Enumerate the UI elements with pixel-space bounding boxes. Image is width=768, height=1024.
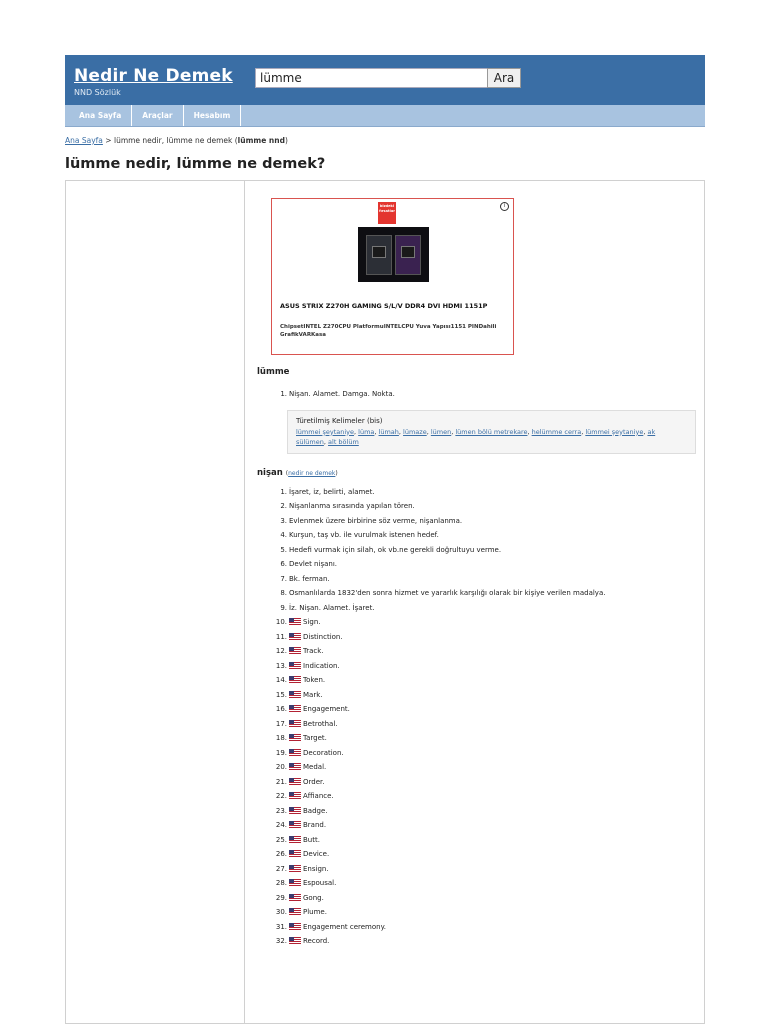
list-number: 32.: [275, 937, 287, 945]
list-number: 16.: [275, 705, 287, 713]
derived-word-link[interactable]: lümmei şeytaniye: [296, 427, 354, 436]
definition-text: Sign.: [257, 615, 697, 630]
us-flag-icon: [289, 923, 301, 930]
list-item: [257, 688, 697, 703]
definition-text: Plume.: [257, 905, 697, 920]
list-item: [257, 543, 697, 558]
us-flag-icon: [289, 821, 301, 828]
list-item: [257, 905, 697, 920]
breadcrumb: Ana Sayfa > lümme nedir, lümme ne demek (lümme nnd): [65, 136, 288, 145]
word-nisan: nişan: [257, 467, 283, 478]
list-number: 24.: [275, 821, 287, 829]
ad-title: ASUS STRIX Z270H GAMING S/L/V DDR4 DVI HDMI 1151P: [280, 302, 488, 310]
list-number: 2.: [280, 502, 287, 510]
motherboard-box-image: [395, 235, 421, 275]
us-flag-icon: [289, 778, 301, 785]
definition-text: Espousal.: [257, 876, 697, 891]
list-number: 20.: [275, 763, 287, 771]
definition-text: Engagement ceremony.: [257, 920, 697, 935]
list-item: [257, 644, 697, 659]
definition-text: Evlenmek üzere birbirine söz verme, nişanlanma.: [289, 516, 463, 525]
list-number: 11.: [275, 632, 287, 641]
list-number: 15.: [275, 690, 287, 699]
content-box: [65, 180, 705, 1024]
list-number: 17.: [275, 719, 287, 728]
list-number: 7.: [280, 574, 287, 583]
list-item: [257, 586, 697, 601]
definition-text: Devlet nişanı.: [289, 560, 337, 568]
nav-item-home[interactable]: Ana Sayfa: [65, 105, 132, 126]
page-title: lümme nedir, lümme ne demek?: [65, 156, 326, 172]
list-item: [257, 934, 697, 949]
list-number: 18.: [275, 734, 287, 742]
definition-text: Ensign.: [257, 862, 697, 877]
nav-item-tools[interactable]: Araçlar: [132, 105, 183, 126]
derived-words-title: Türetilmiş Kelimeler (bis): [296, 416, 383, 425]
list-item: [257, 789, 697, 804]
us-flag-icon: [289, 705, 301, 712]
list-number: 29.: [275, 893, 287, 902]
list-item: [257, 514, 697, 529]
us-flag-icon: [289, 807, 301, 814]
list-number: 8.: [280, 589, 287, 597]
us-flag-icon: [289, 633, 301, 640]
definition-text: Butt.: [257, 833, 697, 848]
list-number: 12.: [275, 647, 287, 655]
list-number: 10.: [275, 618, 287, 626]
list-item: [257, 485, 697, 500]
list-number: 14.: [275, 676, 287, 684]
definition-text: Affiance.: [257, 789, 697, 804]
ad-banner[interactable]: [271, 198, 514, 355]
definition-text: Distinction.: [257, 630, 697, 645]
definition-text: Decoration.: [257, 746, 697, 761]
list-item: [257, 731, 697, 746]
definition-text: İşaret, iz, belirti, alamet.: [289, 487, 375, 496]
motherboard-image: [366, 235, 392, 275]
search-input[interactable]: [255, 68, 489, 88]
info-icon[interactable]: i: [500, 202, 509, 211]
word-heading-nisan: nişan (nedir ne demek): [257, 467, 338, 478]
derived-word-link[interactable]: helümme cerra: [531, 427, 582, 436]
definition-text: İz. Nişan. Alamet. İşaret.: [289, 603, 375, 612]
list-item: [257, 920, 697, 935]
definition-text: Hedefi vurmak için silah, ok vb.ne gerekli doğrultuyu verme.: [289, 545, 502, 554]
ad-description: ChipsetINTEL Z270CPU PlatformuINTELCPU Yuva Yapısı1151 PINDahili GrafikVARKasa: [280, 324, 497, 338]
list-item: [257, 673, 697, 688]
definition-text: Target.: [257, 731, 697, 746]
definition-text: Osmanlılarda 1832'den sonra hizmet ve yararlık karşılığı olarak bir kişiye verilen madalya.: [289, 589, 606, 597]
us-flag-icon: [289, 763, 301, 770]
definition-text: Gong.: [257, 891, 697, 906]
derived-word-link[interactable]: lümmei şeytaniye: [585, 427, 644, 436]
us-flag-icon: [289, 720, 301, 727]
us-flag-icon: [289, 836, 301, 843]
definition-text: Mark.: [257, 688, 697, 703]
site-header: [65, 55, 705, 105]
breadcrumb-separator: >: [105, 136, 112, 145]
list-item: [257, 702, 697, 717]
list-item: [257, 746, 697, 761]
list-number: 6.: [280, 560, 287, 568]
breadcrumb-home-link[interactable]: Ana Sayfa: [65, 136, 103, 145]
derived-word-link[interactable]: lüma: [358, 427, 375, 436]
derived-words-box: [287, 410, 696, 454]
main-nav: [65, 105, 705, 127]
definition-text: Badge.: [257, 804, 697, 819]
list-item: [257, 891, 697, 906]
definition-text: Kurşun, taş vb. ile vurulmak istenen hedef.: [289, 531, 439, 539]
definition-text: Nişan. Alamet. Damga. Nokta.: [289, 390, 395, 398]
sidebar-divider: [244, 181, 245, 1023]
derived-word-link[interactable]: lümaze: [403, 427, 427, 436]
list-item: [257, 499, 697, 514]
nisan-definition-list: [257, 485, 697, 949]
us-flag-icon: [289, 647, 301, 654]
list-number: 1.: [280, 487, 287, 496]
definition-text: Device.: [257, 847, 697, 862]
list-number: 28.: [275, 879, 287, 887]
us-flag-icon: [289, 879, 301, 886]
list-item: [257, 876, 697, 891]
list-item: [257, 760, 697, 775]
list-number: 31.: [275, 922, 287, 931]
list-item: [257, 833, 697, 848]
us-flag-icon: [289, 894, 301, 901]
derived-word-link[interactable]: lümen bölü metrekare: [455, 427, 528, 436]
derived-word-link[interactable]: lümah: [378, 427, 399, 436]
list-number: 19.: [275, 748, 287, 757]
list-item: [257, 601, 697, 616]
definition-text: Token.: [257, 673, 697, 688]
list-item: [257, 847, 697, 862]
ad-product-image: [358, 227, 429, 282]
definition-text: Order.: [257, 775, 697, 790]
page-wrapper: [65, 55, 705, 945]
definition-text: Track.: [257, 644, 697, 659]
nav-item-account[interactable]: Hesabım: [184, 105, 242, 126]
definition-text: Engagement.: [257, 702, 697, 717]
list-item: [257, 630, 697, 645]
list-item: [257, 775, 697, 790]
ad-logo: bizdeki fırsatlar: [378, 202, 396, 224]
list-item: [257, 615, 697, 630]
list-number: 27.: [275, 864, 287, 873]
definition-text: Indication.: [257, 659, 697, 674]
list-number: 4.: [280, 531, 287, 539]
list-number: 3.: [280, 516, 287, 525]
derived-word-link[interactable]: alt bölüm: [328, 437, 359, 446]
list-item: [257, 818, 697, 833]
list-number: 22.: [275, 792, 287, 800]
definition-text: Record.: [257, 934, 697, 949]
list-number: 5.: [280, 545, 287, 554]
search-button[interactable]: Ara: [487, 68, 521, 88]
list-number: 26.: [275, 850, 287, 858]
definition-text: Bk. ferman.: [289, 574, 330, 583]
us-flag-icon: [289, 850, 301, 857]
derived-word-link[interactable]: ak sülümen: [296, 427, 656, 446]
list-item: [257, 862, 697, 877]
breadcrumb-bold: lümme nnd: [237, 136, 285, 145]
us-flag-icon: [289, 691, 301, 698]
list-number: 13.: [275, 661, 287, 670]
list-item: 1. Nişan. Alamet. Damga. Nokta.: [257, 387, 697, 402]
list-item: [257, 557, 697, 572]
definition-text: Nişanlanma sırasında yapılan tören.: [289, 502, 415, 510]
lumme-definition-list: [257, 387, 697, 402]
derived-words-links: lümmei şeytaniye, lüma, lümah, lümaze, lümen, lümen bölü metrekare, helümme cerra, lümmei şeytaniye, ak sülümen, alt bölüm: [296, 427, 656, 446]
list-item: [257, 572, 697, 587]
us-flag-icon: [289, 734, 301, 741]
breadcrumb-current: lümme nedir, lümme ne demek: [113, 136, 233, 145]
us-flag-icon: [289, 792, 301, 799]
us-flag-icon: [289, 618, 301, 625]
list-item: [257, 659, 697, 674]
definition-text: Betrothal.: [257, 717, 697, 732]
definition-text: Brand.: [257, 818, 697, 833]
us-flag-icon: [289, 676, 301, 683]
nedir-ne-demek-link[interactable]: nedir ne demek: [288, 469, 336, 477]
definitions-area: [257, 367, 697, 949]
list-item: [257, 717, 697, 732]
us-flag-icon: [289, 865, 301, 872]
word-heading-lumme: lümme: [257, 367, 290, 377]
list-item: [257, 528, 697, 543]
us-flag-icon: [289, 908, 301, 915]
derived-word-link[interactable]: lümen: [430, 427, 452, 436]
list-item: [257, 804, 697, 819]
list-number: 23.: [275, 806, 287, 815]
list-number: 25.: [275, 835, 287, 844]
list-number: 21.: [275, 777, 287, 786]
site-logo-link[interactable]: Nedir Ne Demek: [74, 66, 233, 86]
list-number: 30.: [275, 908, 287, 916]
us-flag-icon: [289, 937, 301, 944]
definition-text: Medal.: [257, 760, 697, 775]
us-flag-icon: [289, 662, 301, 669]
list-number: 9.: [280, 603, 287, 612]
us-flag-icon: [289, 749, 301, 756]
site-tagline: NND Sözlük: [74, 88, 121, 97]
